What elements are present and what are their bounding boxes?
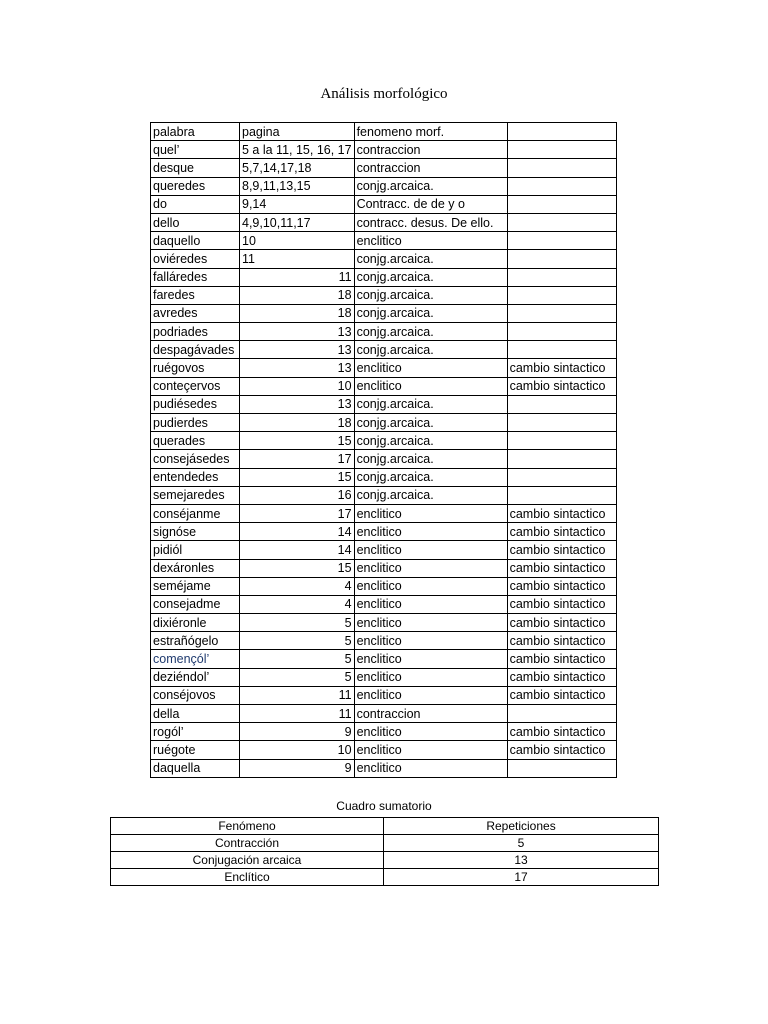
cell-fenomeno: contracc. desus. De ello. <box>354 213 507 231</box>
cell-extra: cambio sintactico <box>507 686 616 704</box>
summary-table <box>110 817 659 886</box>
cell-palabra: desque <box>151 159 240 177</box>
cell-fenomeno: Fenómeno <box>111 818 384 835</box>
table-row <box>151 323 617 341</box>
cell-extra <box>507 213 616 231</box>
cell-pagina: 13 <box>240 395 355 413</box>
cell-palabra: dixiéronle <box>151 614 240 632</box>
cell-palabra: entendedes <box>151 468 240 486</box>
cell-extra: cambio sintactico <box>507 377 616 395</box>
cell-extra <box>507 432 616 450</box>
cell-fenomeno: enclitico <box>354 377 507 395</box>
cell-extra: cambio sintactico <box>507 650 616 668</box>
cell-palabra: pudierdes <box>151 414 240 432</box>
table-row <box>151 523 617 541</box>
cell-palabra: ruégote <box>151 741 240 759</box>
cell-pagina: 9 <box>240 723 355 741</box>
cell-extra <box>507 268 616 286</box>
cell-fenomeno: enclitico <box>354 741 507 759</box>
cell-palabra: palabra <box>151 123 240 141</box>
cell-palabra: daquello <box>151 232 240 250</box>
cell-palabra: semejaredes <box>151 486 240 504</box>
cell-pagina: 10 <box>240 232 355 250</box>
table-row <box>151 559 617 577</box>
table-row <box>151 650 617 668</box>
summary-header-row <box>111 818 659 835</box>
cell-palabra: pidiól <box>151 541 240 559</box>
document-title: Análisis morfológico <box>320 86 448 102</box>
cell-fenomeno: Contracc. de de y o <box>354 195 507 213</box>
table-row <box>151 414 617 432</box>
summary-title: Cuadro sumatorio <box>336 799 432 813</box>
cell-palabra: signóse <box>151 523 240 541</box>
table-row <box>151 632 617 650</box>
table-row <box>151 213 617 231</box>
cell-extra <box>507 414 616 432</box>
cell-palabra: despagávades <box>151 341 240 359</box>
cell-palabra: pudiésedes <box>151 395 240 413</box>
cell-pagina: 15 <box>240 468 355 486</box>
cell-pagina: 13 <box>240 341 355 359</box>
cell-extra <box>507 123 616 141</box>
cell-palabra: conteçervos <box>151 377 240 395</box>
cell-palabra: della <box>151 705 240 723</box>
cell-palabra: podriades <box>151 323 240 341</box>
table-row <box>151 341 617 359</box>
cell-pagina: 11 <box>240 705 355 723</box>
cell-palabra: falláredes <box>151 268 240 286</box>
cell-pagina: 11 <box>240 268 355 286</box>
cell-fenomeno: Conjugación arcaica <box>111 852 384 869</box>
cell-extra <box>507 250 616 268</box>
cell-palabra: faredes <box>151 286 240 304</box>
table-header-row <box>151 123 617 141</box>
summary-table-body <box>111 818 659 886</box>
cell-palabra: consejásedes <box>151 450 240 468</box>
cell-fenomeno: conjg.arcaica. <box>354 177 507 195</box>
cell-extra: cambio sintactico <box>507 741 616 759</box>
table-row <box>151 577 617 595</box>
cell-fenomeno: conjg.arcaica. <box>354 395 507 413</box>
cell-pagina: 9 <box>240 759 355 777</box>
table-row <box>151 141 617 159</box>
cell-fenomeno: enclitico <box>354 359 507 377</box>
cell-fenomeno: conjg.arcaica. <box>354 450 507 468</box>
cell-pagina: 10 <box>240 741 355 759</box>
cell-pagina: 18 <box>240 414 355 432</box>
cell-palabra: dexáronles <box>151 559 240 577</box>
cell-extra <box>507 705 616 723</box>
table-row <box>151 286 617 304</box>
cell-extra <box>507 341 616 359</box>
table-row <box>151 432 617 450</box>
table-row <box>151 359 617 377</box>
cell-extra: cambio sintactico <box>507 632 616 650</box>
cell-pagina: 14 <box>240 541 355 559</box>
cell-pagina: 10 <box>240 377 355 395</box>
table-row <box>151 250 617 268</box>
cell-extra: cambio sintactico <box>507 595 616 613</box>
cell-fenomeno: fenomeno morf. <box>354 123 507 141</box>
cell-pagina: 15 <box>240 559 355 577</box>
cell-pagina: 5 a la 11, 15, 16, 17 <box>240 141 355 159</box>
cell-extra <box>507 141 616 159</box>
cell-fenomeno: contraccion <box>354 705 507 723</box>
cell-pagina: 13 <box>240 323 355 341</box>
cell-extra: cambio sintactico <box>507 668 616 686</box>
cell-palabra: conséjanme <box>151 504 240 522</box>
morphology-table-body <box>151 123 617 778</box>
cell-fenomeno: conjg.arcaica. <box>354 286 507 304</box>
cell-palabra: dello <box>151 213 240 231</box>
cell-palabra: queredes <box>151 177 240 195</box>
table-row <box>151 668 617 686</box>
cell-extra: cambio sintactico <box>507 359 616 377</box>
table-row <box>151 504 617 522</box>
cell-fenomeno: enclitico <box>354 668 507 686</box>
cell-pagina: 16 <box>240 486 355 504</box>
cell-palabra: rogól’ <box>151 723 240 741</box>
cell-extra <box>507 468 616 486</box>
cell-extra <box>507 486 616 504</box>
cell-extra <box>507 304 616 322</box>
cell-pagina: 4 <box>240 577 355 595</box>
summary-row <box>111 852 659 869</box>
cell-pagina: 17 <box>240 504 355 522</box>
cell-fenomeno: conjg.arcaica. <box>354 304 507 322</box>
cell-pagina: 5 <box>240 668 355 686</box>
cell-fenomeno: enclitico <box>354 632 507 650</box>
cell-repeticiones: 13 <box>384 852 659 869</box>
table-row <box>151 195 617 213</box>
cell-extra <box>507 286 616 304</box>
cell-pagina: 5 <box>240 650 355 668</box>
cell-palabra: estrañógelo <box>151 632 240 650</box>
table-row <box>151 595 617 613</box>
cell-pagina: 17 <box>240 450 355 468</box>
cell-pagina: 14 <box>240 523 355 541</box>
cell-fenomeno: enclitico <box>354 723 507 741</box>
table-row <box>151 741 617 759</box>
table-row <box>151 377 617 395</box>
cell-fenomeno: conjg.arcaica. <box>354 268 507 286</box>
cell-palabra: daquella <box>151 759 240 777</box>
cell-palabra: querades <box>151 432 240 450</box>
cell-fenomeno: conjg.arcaica. <box>354 323 507 341</box>
cell-extra: cambio sintactico <box>507 723 616 741</box>
cell-extra: cambio sintactico <box>507 614 616 632</box>
cell-palabra: consejadme <box>151 595 240 613</box>
cell-fenomeno: enclitico <box>354 541 507 559</box>
cell-pagina: 4,9,10,11,17 <box>240 213 355 231</box>
cell-palabra: conséjovos <box>151 686 240 704</box>
cell-pagina: 15 <box>240 432 355 450</box>
cell-fenomeno: conjg.arcaica. <box>354 341 507 359</box>
table-row <box>151 686 617 704</box>
cell-extra <box>507 232 616 250</box>
table-row <box>151 723 617 741</box>
cell-pagina: pagina <box>240 123 355 141</box>
cell-fenomeno: conjg.arcaica. <box>354 468 507 486</box>
cell-fenomeno: conjg.arcaica. <box>354 486 507 504</box>
table-row <box>151 177 617 195</box>
cell-extra <box>507 177 616 195</box>
cell-pagina: 5 <box>240 614 355 632</box>
table-row <box>151 395 617 413</box>
table-row <box>151 268 617 286</box>
table-row <box>151 705 617 723</box>
cell-pagina: 11 <box>240 686 355 704</box>
cell-fenomeno: conjg.arcaica. <box>354 250 507 268</box>
table-row <box>151 486 617 504</box>
summary-row <box>111 835 659 852</box>
cell-fenomeno: conjg.arcaica. <box>354 432 507 450</box>
table-row <box>151 450 617 468</box>
cell-extra <box>507 195 616 213</box>
cell-repeticiones: Repeticiones <box>384 818 659 835</box>
cell-extra <box>507 323 616 341</box>
cell-pagina: 8,9,11,13,15 <box>240 177 355 195</box>
table-row <box>151 304 617 322</box>
table-row <box>151 159 617 177</box>
cell-extra: cambio sintactico <box>507 504 616 522</box>
cell-pagina: 18 <box>240 304 355 322</box>
cell-pagina: 4 <box>240 595 355 613</box>
table-row <box>151 468 617 486</box>
cell-fenomeno: contraccion <box>354 141 507 159</box>
cell-palabra: ruégovos <box>151 359 240 377</box>
table-row <box>151 759 617 777</box>
cell-fenomeno: enclitico <box>354 504 507 522</box>
cell-pagina: 11 <box>240 250 355 268</box>
cell-repeticiones: 5 <box>384 835 659 852</box>
summary-row <box>111 869 659 886</box>
cell-repeticiones: 17 <box>384 869 659 886</box>
cell-pagina: 5,7,14,17,18 <box>240 159 355 177</box>
cell-extra <box>507 450 616 468</box>
cell-fenomeno: Contracción <box>111 835 384 852</box>
table-row <box>151 541 617 559</box>
cell-palabra: quel’ <box>151 141 240 159</box>
cell-extra <box>507 759 616 777</box>
cell-fenomeno: enclitico <box>354 523 507 541</box>
cell-palabra: avredes <box>151 304 240 322</box>
table-row <box>151 232 617 250</box>
morphology-table <box>150 122 617 778</box>
cell-palabra: seméjame <box>151 577 240 595</box>
cell-pagina: 5 <box>240 632 355 650</box>
cell-fenomeno: enclitico <box>354 577 507 595</box>
cell-fenomeno: contraccion <box>354 159 507 177</box>
cell-extra <box>507 159 616 177</box>
cell-pagina: 18 <box>240 286 355 304</box>
cell-extra: cambio sintactico <box>507 523 616 541</box>
cell-palabra: oviéredes <box>151 250 240 268</box>
cell-fenomeno: enclitico <box>354 595 507 613</box>
cell-fenomeno: enclitico <box>354 614 507 632</box>
cell-palabra: començól’ <box>151 650 240 668</box>
cell-fenomeno: conjg.arcaica. <box>354 414 507 432</box>
cell-pagina: 13 <box>240 359 355 377</box>
cell-pagina: 9,14 <box>240 195 355 213</box>
cell-fenomeno: enclitico <box>354 759 507 777</box>
cell-extra: cambio sintactico <box>507 559 616 577</box>
cell-fenomeno: Enclítico <box>111 869 384 886</box>
cell-palabra: deziéndol’ <box>151 668 240 686</box>
table-row <box>151 614 617 632</box>
cell-fenomeno: enclitico <box>354 232 507 250</box>
cell-extra: cambio sintactico <box>507 541 616 559</box>
cell-fenomeno: enclitico <box>354 559 507 577</box>
cell-fenomeno: enclitico <box>354 650 507 668</box>
cell-extra <box>507 395 616 413</box>
cell-extra: cambio sintactico <box>507 577 616 595</box>
cell-fenomeno: enclitico <box>354 686 507 704</box>
cell-palabra: do <box>151 195 240 213</box>
